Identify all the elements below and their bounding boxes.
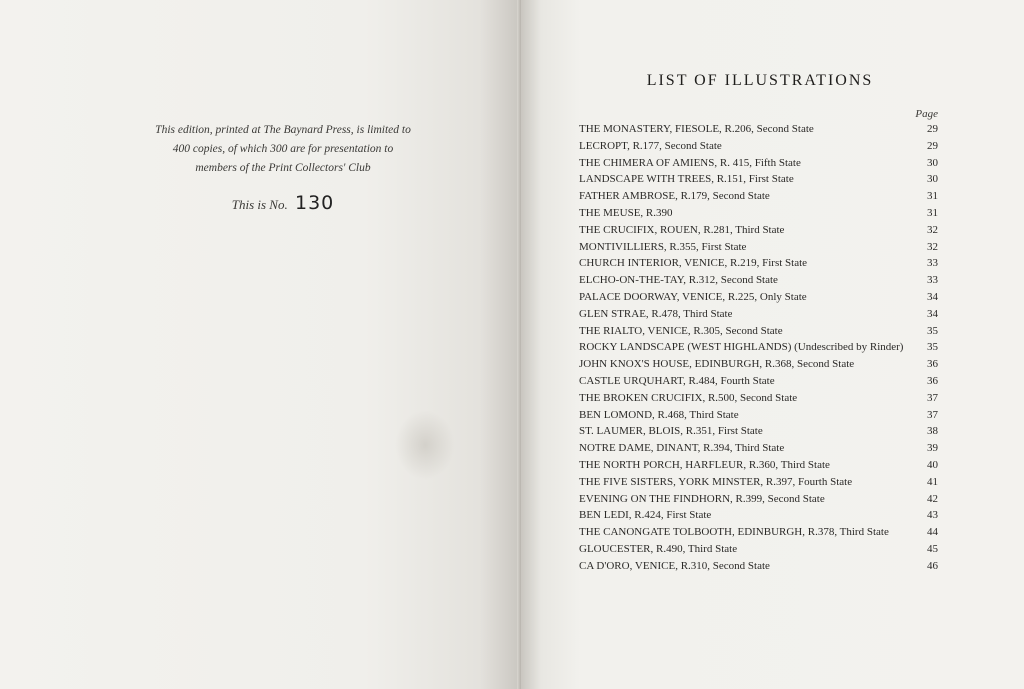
page-number: 42	[927, 492, 938, 505]
list-item	[579, 291, 938, 308]
colophon-line: This edition, printed at The Baynard Press, is limited to	[155, 124, 411, 136]
illustration-title: THE CANONGATE TOLBOOTH, EDINBURGH, R.378, Third State	[579, 526, 889, 539]
list-item	[579, 173, 938, 190]
colophon	[130, 121, 436, 178]
page-number: 36	[927, 374, 938, 387]
illustration-title: MONTIVILLIERS, R.355, First State	[579, 240, 747, 253]
list-item	[579, 375, 938, 392]
illustration-title: CASTLE URQUHART, R.484, Fourth State	[579, 374, 775, 387]
page-number: 33	[927, 274, 938, 287]
page-number: 45	[927, 542, 938, 555]
illustration-title: BEN LEDI, R.424, First State	[579, 509, 712, 522]
colophon-line: 400 copies, of which 300 are for presentation to	[172, 143, 394, 155]
page-number: 35	[927, 341, 938, 354]
page-number: 30	[927, 173, 938, 186]
illustration-title: THE NORTH PORCH, HARFLEUR, R.360, Third State	[579, 458, 830, 471]
illustration-title: CHURCH INTERIOR, VENICE, R.219, First State	[579, 257, 808, 270]
page-number: 43	[927, 509, 938, 522]
illustration-title: BEN LOMOND, R.468, Third State	[579, 408, 739, 421]
colophon-line: members of the Print Collectors' Club	[195, 162, 371, 174]
list-item	[579, 325, 938, 342]
list-item	[579, 157, 938, 174]
list-title: LIST OF ILLUSTRATIONS	[646, 72, 874, 89]
illustration-title: EVENING ON THE FINDHORN, R.399, Second State	[579, 492, 825, 505]
page-number: 32	[927, 240, 938, 253]
page-number: 40	[927, 458, 938, 471]
illustration-title: THE RIALTO, VENICE, R.305, Second State	[579, 324, 783, 337]
copy-number-label: This is No.	[231, 197, 288, 212]
page-number: 33	[927, 257, 938, 270]
list-item	[579, 392, 938, 409]
page-number: 37	[927, 408, 938, 421]
page-number: 34	[927, 290, 938, 303]
list-item	[579, 140, 938, 157]
illustration-title: THE CHIMERA OF AMIENS, R. 415, Fifth State	[579, 156, 801, 169]
list-item	[579, 560, 938, 577]
illustration-title: ELCHO-ON-THE-TAY, R.312, Second State	[579, 274, 778, 287]
page-number: 38	[927, 425, 938, 438]
page-number: 29	[927, 123, 938, 135]
illustration-title: GLEN STRAE, R.478, Third State	[579, 307, 733, 320]
list-item	[579, 493, 938, 510]
page-number: 37	[927, 391, 938, 404]
illustrations-list	[579, 123, 938, 577]
page-number: 31	[927, 206, 938, 219]
list-item	[579, 241, 938, 258]
list-item	[579, 257, 938, 274]
page-number: 30	[927, 156, 938, 169]
copy-number-line	[130, 192, 436, 214]
page-number: 46	[927, 559, 938, 572]
list-item	[579, 341, 938, 358]
list-item	[579, 123, 938, 140]
illustration-title: THE BROKEN CRUCIFIX, R.500, Second State	[579, 391, 798, 404]
page-number: 41	[927, 475, 938, 488]
page-number: 31	[927, 190, 938, 203]
illustration-title: ROCKY LANDSCAPE (WEST HIGHLANDS) (Undescribed by Rinder)	[579, 341, 904, 354]
illustration-title: LANDSCAPE WITH TREES, R.151, First State	[579, 173, 794, 186]
illustration-title: ST. LAUMER, BLOIS, R.351, First State	[579, 425, 763, 438]
list-item	[579, 207, 938, 224]
illustration-title: NOTRE DAME, DINANT, R.394, Third State	[579, 442, 785, 455]
list-item	[579, 543, 938, 560]
list-item	[579, 459, 938, 476]
page-number: 32	[927, 223, 938, 236]
list-item	[579, 526, 938, 543]
list-item	[579, 425, 938, 442]
list-item	[579, 308, 938, 325]
illustration-title: GLOUCESTER, R.490, Third State	[579, 542, 738, 555]
page-number: 44	[927, 526, 938, 539]
paper-smudge	[395, 410, 455, 480]
page-number: 29	[927, 139, 938, 152]
page-number: 36	[927, 358, 938, 371]
list-item	[579, 509, 938, 526]
page-column-header: Page	[915, 108, 938, 120]
list-item	[579, 224, 938, 241]
list-item	[579, 190, 938, 207]
list-item	[579, 442, 938, 459]
page-number: 34	[927, 307, 938, 320]
list-item	[579, 274, 938, 291]
page-number: 35	[927, 324, 938, 337]
illustration-title: PALACE DOORWAY, VENICE, R.225, Only State	[579, 290, 807, 303]
illustration-title: THE MONASTERY, FIESOLE, R.206, Second State	[579, 123, 814, 135]
illustration-title: THE MEUSE, R.390	[579, 206, 673, 219]
list-item	[579, 358, 938, 375]
handwritten-copy-number: 130	[294, 192, 335, 214]
list-item	[579, 409, 938, 426]
illustration-title: FATHER AMBROSE, R.179, Second State	[579, 190, 770, 203]
illustration-title: JOHN KNOX'S HOUSE, EDINBURGH, R.368, Second State	[579, 358, 855, 371]
list-item	[579, 476, 938, 493]
illustration-title: LECROPT, R.177, Second State	[579, 139, 722, 152]
illustration-title: THE CRUCIFIX, ROUEN, R.281, Third State	[579, 223, 785, 236]
page-number: 39	[927, 442, 938, 455]
illustration-title: THE FIVE SISTERS, YORK MINSTER, R.397, Fourth State	[579, 475, 853, 488]
illustration-title: CA D'ORO, VENICE, R.310, Second State	[579, 559, 770, 572]
